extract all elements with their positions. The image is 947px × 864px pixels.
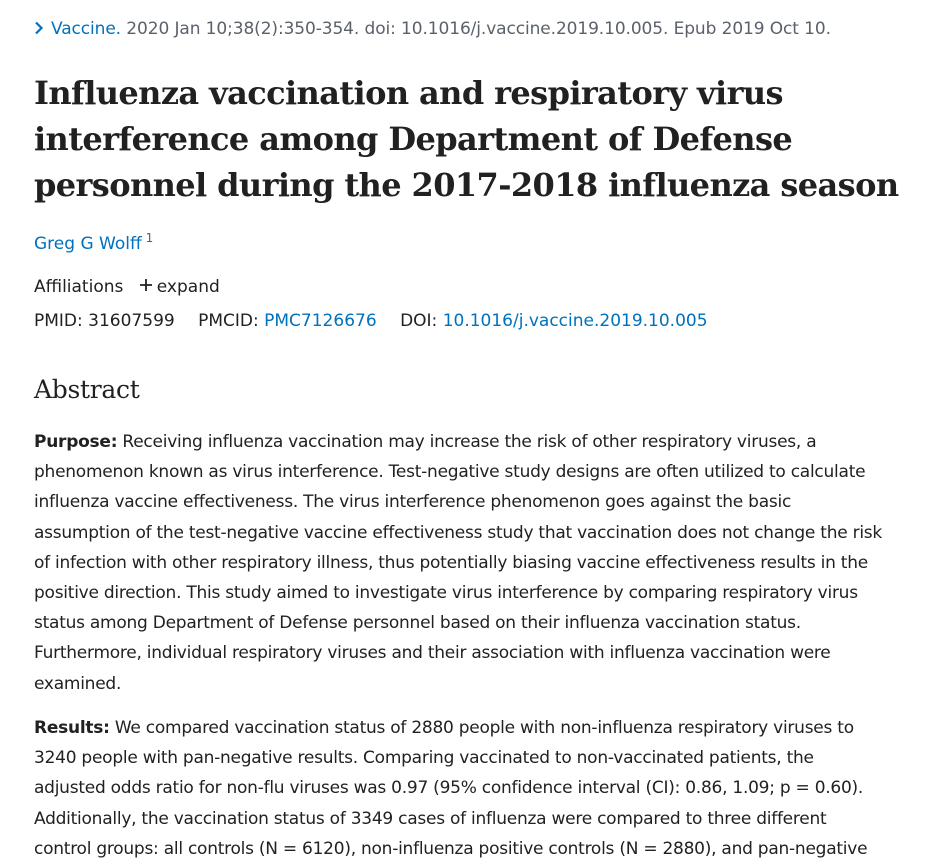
affiliations-row	[34, 277, 220, 297]
results-text: 3240 people with pan-negative results. Comparing vaccinated to non-vaccinated patients, the	[34, 748, 814, 769]
affiliations-label: Affiliations	[34, 277, 124, 297]
results-text: control groups: all controls (N = 6120), non-influenza positive controls (N = 2880), and pan-negative	[34, 838, 868, 859]
chevron-right-icon[interactable]	[34, 19, 45, 39]
title-line: personnel during the 2017-2018 influenza season	[34, 166, 899, 204]
title-line: interference among Department of Defense	[34, 120, 793, 158]
pmcid-link[interactable]: PMC7126676	[264, 311, 377, 331]
results-text: Additionally, the vaccination status of 3349 cases of influenza were compared to three different	[34, 808, 827, 829]
purpose-text: assumption of the test-negative vaccine effectiveness study that vaccination does not change the risk	[34, 522, 883, 543]
pmcid-label: PMCID:	[198, 311, 259, 331]
article-title	[34, 70, 914, 208]
pmid-label: PMID:	[34, 311, 83, 331]
journal-citation	[34, 19, 831, 39]
purpose-text: positive direction. This study aimed to investigate virus interference by comparing respiratory virus	[34, 583, 858, 604]
author-list	[34, 231, 153, 254]
plus-icon[interactable]	[139, 277, 153, 297]
purpose-paragraph	[34, 427, 934, 699]
identifiers-row	[34, 311, 708, 331]
purpose-text: status among Department of Defense personnel based on their influenza vaccination status.	[34, 613, 801, 634]
citation-details: 2020 Jan 10;38(2):350-354. doi: 10.1016/j.vaccine.2019.10.005. Epub 2019 Oct 10.	[126, 19, 831, 39]
doi-link[interactable]: 10.1016/j.vaccine.2019.10.005	[442, 311, 708, 331]
purpose-text: influenza vaccine effectiveness. The virus interference phenomenon goes against the basic	[34, 492, 792, 513]
doi-label: DOI:	[400, 311, 438, 331]
journal-link[interactable]: Vaccine.	[51, 19, 121, 39]
purpose-text: Receiving influenza vaccination may increase the risk of other respiratory viruses, a	[117, 432, 817, 452]
results-text: We compared vaccination status of 2880 people with non-influenza respiratory viruses to	[109, 718, 854, 738]
results-paragraph	[34, 713, 934, 864]
pmid-value: 31607599	[88, 311, 175, 331]
purpose-text: Furthermore, individual respiratory viruses and their association with influenza vaccination were	[34, 643, 831, 664]
title-line: Influenza vaccination and respiratory virus	[34, 74, 783, 112]
affiliation-ref[interactable]: 1	[145, 231, 154, 245]
purpose-text: of infection with other respiratory illness, thus potentially biasing vaccine effectiveness results in the	[34, 552, 868, 573]
purpose-text: phenomenon known as virus interference. Test-negative study designs are often utilized to calculate	[34, 462, 866, 483]
results-text: adjusted odds ratio for non-flu viruses was 0.97 (95% confidence interval (CI): 0.86, 1.09; p = 0.60).	[34, 778, 864, 799]
purpose-text: examined.	[34, 673, 122, 694]
author-link[interactable]: Greg G Wolff	[34, 234, 142, 254]
results-label: Results:	[34, 718, 110, 738]
abstract-heading: Abstract	[34, 375, 140, 404]
expand-button[interactable]: expand	[156, 277, 220, 297]
purpose-label: Purpose:	[34, 432, 118, 452]
